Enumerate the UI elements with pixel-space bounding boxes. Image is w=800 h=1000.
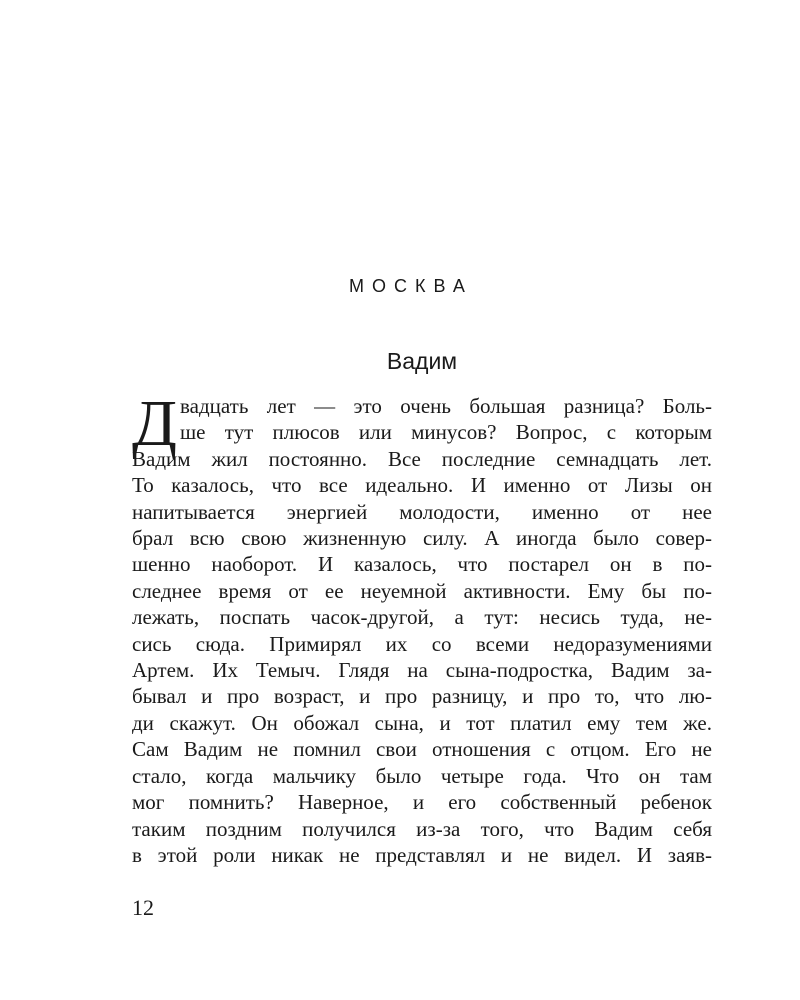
text-line: сись сюда. Примирял их со всеми недоразумениями — [132, 631, 712, 656]
text-line: ди скажут. Он обожал сына, и тот платил ему тем же. — [132, 710, 712, 735]
text-line: Артем. Их Темыч. Глядя на сына-подростка, Вадим за- — [132, 658, 712, 683]
text-line: Сам Вадим не помнил свои отношения с отцом. Его не — [132, 737, 712, 762]
text-line: шенно наоборот. И казалось, что постарел он в по- — [132, 552, 712, 577]
text-line: в этой роли никак не представлял и не видел. И заяв- — [132, 842, 712, 867]
text-line: стало, когда мальчику было четыре года. Что он там — [132, 763, 712, 788]
text-line: мог помнить? Наверное, и его собственный ребенок — [132, 790, 712, 815]
drop-cap: Д — [132, 387, 178, 460]
text-line: То казалось, что все идеально. И именно от Лизы он — [132, 473, 712, 498]
text-line: таким поздним получился из-за того, что Вадим себя — [132, 816, 712, 841]
chapter-title: Вадим — [386, 348, 458, 374]
text-line: следнее время от ее неуемной активности. Ему бы по- — [132, 578, 712, 603]
text-line: Вадим жил постоянно. Все последние семнадцать лет. — [132, 446, 712, 471]
text-line: лежать, поспать часок-другой, а тут: несись туда, не- — [132, 605, 712, 630]
text-line: бывал и про возраст, и про разницу, и про то, что лю- — [132, 684, 712, 709]
page-number: 12 — [132, 895, 154, 920]
text-line: напитывается энергией молодости, именно от нее — [132, 499, 712, 524]
text-line: вадцать лет — это очень большая разница? Боль- — [180, 394, 712, 418]
text-line: брал всю свою жизненную силу. А иногда было совер- — [132, 526, 712, 551]
body-text — [132, 387, 712, 868]
text-line: ше тут плюсов или минусов? Вопрос, с которым — [180, 420, 712, 445]
section-heading: МОСКВА — [349, 276, 473, 296]
